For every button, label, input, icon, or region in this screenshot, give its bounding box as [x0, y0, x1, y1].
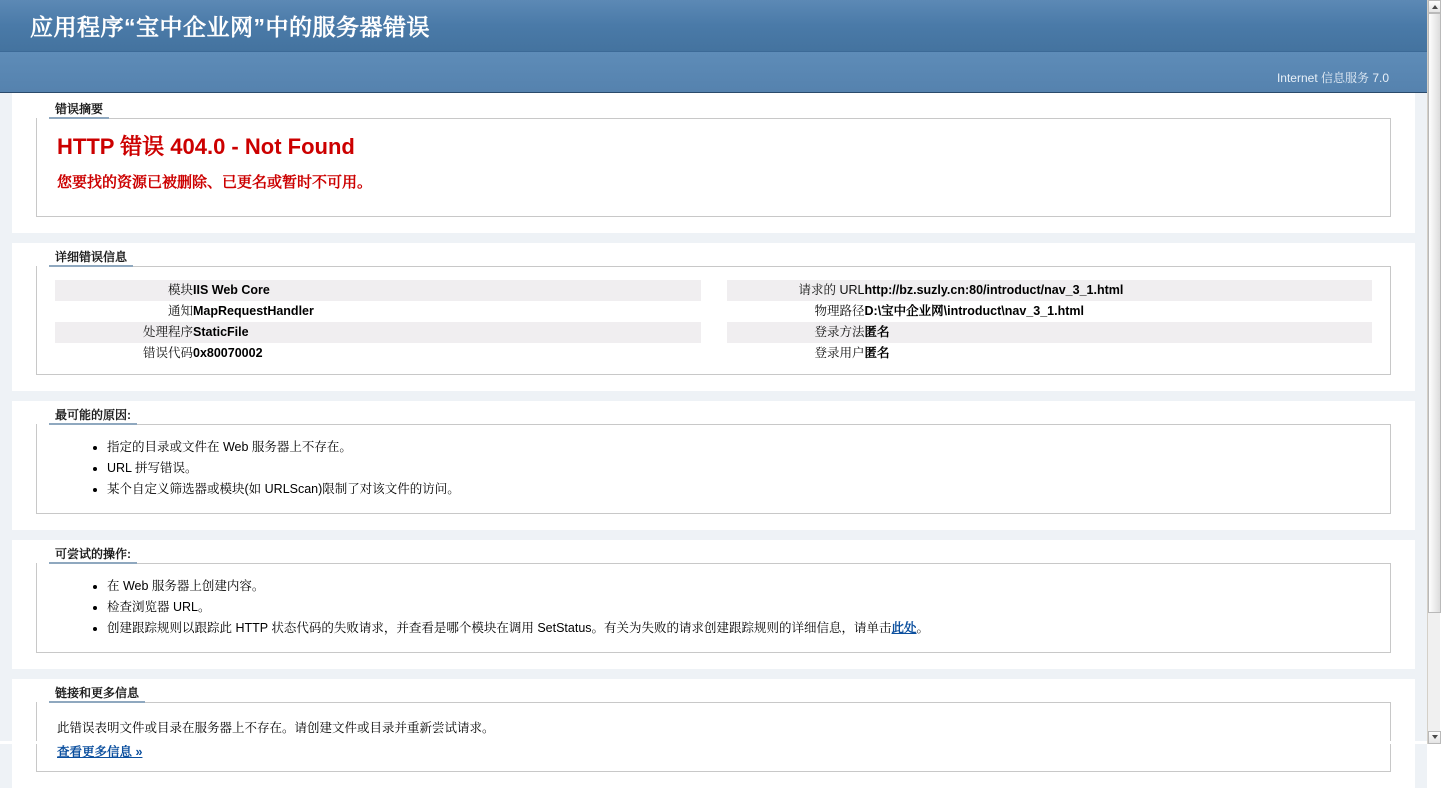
- actions-list: [55, 579, 1372, 636]
- actions-panel: [12, 540, 1415, 669]
- detail-value: 0x80070002: [193, 346, 263, 360]
- error-details-legend: 详细错误信息: [49, 248, 133, 267]
- detail-label: 处理程序: [142, 325, 193, 339]
- causes-panel: [12, 401, 1415, 530]
- tracing-help-link[interactable]: 此处: [891, 621, 917, 635]
- header-subtitle-bar: [0, 52, 1427, 92]
- detail-label: 请求的 URL: [798, 283, 865, 297]
- error-summary-legend: 错误摘要: [49, 100, 109, 119]
- iis-version-label: Internet 信息服务 7.0: [1276, 71, 1389, 85]
- causes-fieldset: [36, 408, 1391, 514]
- header-title-bar: [0, 0, 1427, 52]
- page-content: [0, 93, 1427, 788]
- table-row: [55, 343, 701, 364]
- error-summary-panel: [12, 93, 1415, 233]
- table-row: [727, 301, 1373, 322]
- error-details-panel: [12, 243, 1415, 391]
- detail-label: 通知: [167, 304, 193, 318]
- links-panel: [12, 679, 1415, 788]
- detail-label: 登录用户: [814, 346, 865, 360]
- links-body: [37, 718, 1390, 761]
- detail-value: 匿名: [864, 325, 890, 339]
- bottom-spacer: [0, 741, 1427, 744]
- list-item: • 指定的目录或文件在 Web 服务器上不存在。: [107, 440, 1372, 455]
- table-row: [727, 322, 1373, 343]
- error-details-fieldset: [36, 250, 1391, 375]
- list-item: • 某个自定义筛选器或模块(如 URLScan)限制了对该文件的访问。: [107, 482, 1372, 497]
- detail-label: 错误代码: [142, 346, 193, 360]
- scroll-down-arrow-icon[interactable]: [1428, 731, 1441, 744]
- detail-value: 匿名: [864, 346, 890, 360]
- table-row: [727, 280, 1373, 301]
- page-title: 应用程序“宝中企业网”中的服务器错误: [30, 14, 430, 40]
- action-text: 创建跟踪规则以跟踪此 HTTP 状态代码的失败请求，并查看是哪个模块在调用 SetStatus。有关为失败的请求创建跟踪规则的详细信息，请单击: [107, 621, 892, 635]
- error-summary-body: [37, 130, 1390, 192]
- actions-body: [37, 579, 1390, 636]
- detail-label: 登录方法: [814, 325, 865, 339]
- table-row: [55, 322, 701, 343]
- view-more-information-link[interactable]: 查看更多信息 »: [57, 745, 143, 759]
- table-row: [55, 301, 701, 322]
- detail-value: StaticFile: [193, 325, 249, 339]
- page-header: [0, 0, 1427, 93]
- causes-list: [55, 440, 1372, 497]
- error-details-body: [37, 280, 1390, 364]
- list-item: • 检查浏览器 URL。: [107, 600, 1372, 615]
- links-fieldset: [36, 686, 1391, 772]
- detail-value: MapRequestHandler: [193, 304, 314, 318]
- actions-legend: 可尝试的操作:: [49, 545, 137, 564]
- detail-label: 物理路径: [814, 304, 865, 318]
- error-details-left-column: [55, 280, 701, 364]
- causes-body: [37, 440, 1390, 497]
- error-subtitle: 您要找的资源已被删除、已更名或暂时不可用。: [57, 174, 373, 191]
- detail-value: http://bz.suzly.cn:80/introduct/nav_3_1.html: [864, 283, 1124, 297]
- actions-fieldset: [36, 547, 1391, 653]
- list-item: • 在 Web 服务器上创建内容。: [107, 579, 1372, 594]
- detail-value: IIS Web Core: [193, 283, 270, 297]
- error-details-right-column: [727, 280, 1373, 364]
- links-legend: 链接和更多信息: [49, 684, 145, 703]
- scroll-up-arrow-icon[interactable]: [1428, 0, 1441, 13]
- vertical-scrollbar[interactable]: [1427, 0, 1440, 744]
- detail-label: 模块: [167, 283, 193, 297]
- list-item: • URL 拼写错误。: [107, 461, 1372, 476]
- table-row: [55, 280, 701, 301]
- scroll-thumb[interactable]: [1428, 13, 1441, 613]
- causes-legend: 最可能的原因:: [49, 406, 137, 425]
- error-title: HTTP 错误 404.0 - Not Found: [57, 134, 355, 159]
- error-summary-fieldset: [36, 102, 1391, 217]
- links-paragraph: 此错误表明文件或目录在服务器上不存在。请创建文件或目录并重新尝试请求。: [57, 721, 495, 735]
- detail-value: D:\宝中企业网\introduct\nav_3_1.html: [864, 304, 1084, 318]
- list-item: [107, 621, 1372, 636]
- action-text-tail: 。: [916, 621, 930, 635]
- table-row: [727, 343, 1373, 364]
